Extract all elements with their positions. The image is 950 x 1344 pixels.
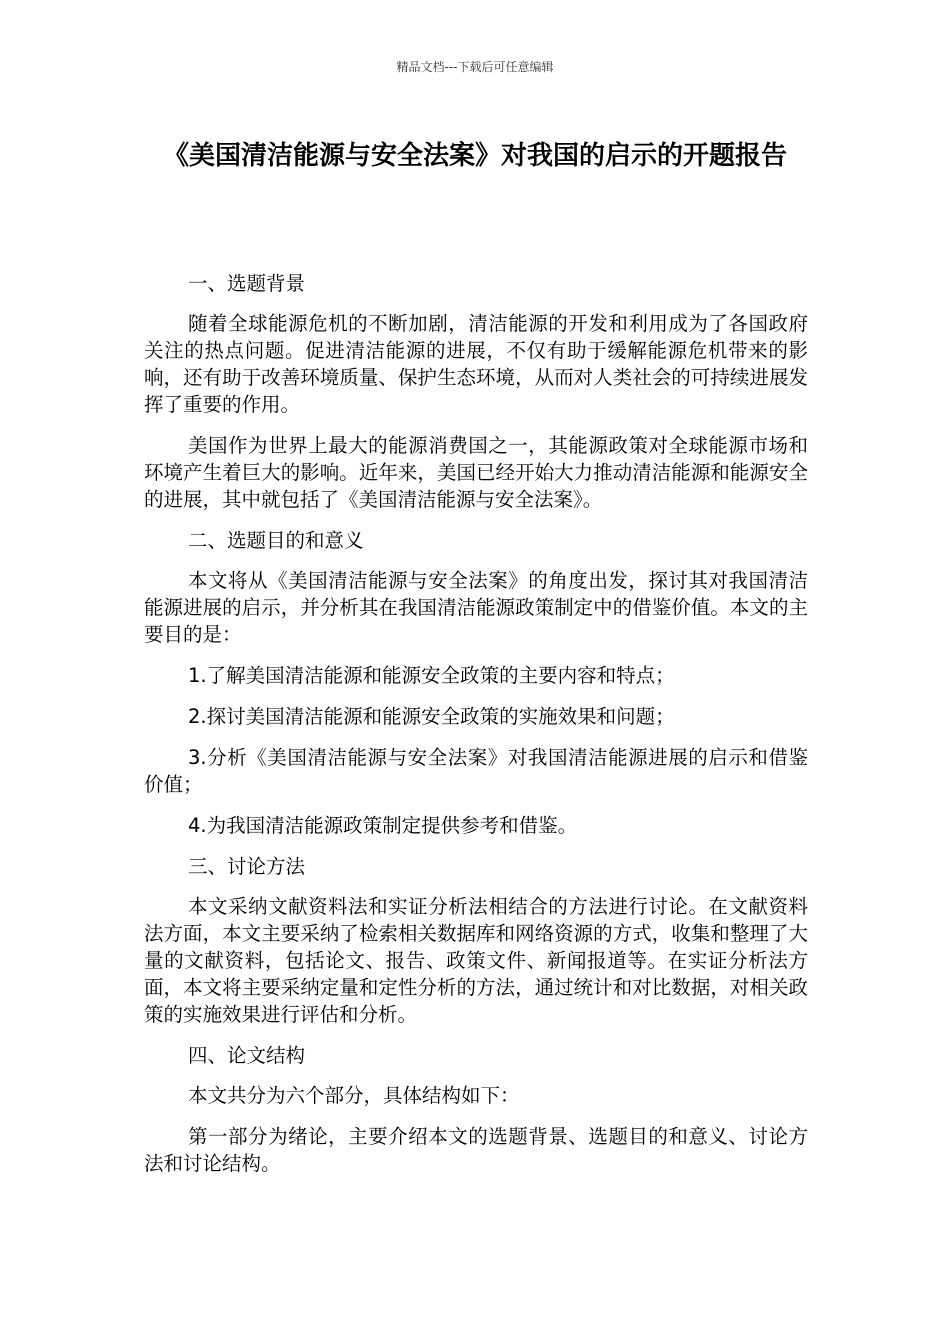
header-note: 精品文档---下载后可任意编辑 <box>396 60 554 74</box>
list-item: 2.探讨美国清洁能源和能源安全政策的实施效果和问题； <box>188 705 675 728</box>
section-heading: 三、讨论方法 <box>188 855 306 878</box>
body-paragraph: 美国作为世界上最大的能源消费国之一，其能源政策对全球能源市场和环境产生着巨大的影响。近年来，美国已经开始大力推动清洁能源和能源安全的进展，其中就包括了《美国清洁能源与安全法案》。 <box>144 434 808 511</box>
document-body <box>144 270 808 1191</box>
section-heading: 一、选题背景 <box>188 272 306 295</box>
body-paragraph: 本文采纳文献资料法和实证分析法相结合的方法进行讨论。在文献资料法方面，本文主要采纳了检索相关数据库和网络资源的方式，收集和整理了大量的文献资料，包括论文、报告、政策文件、新闻报道等。在实证分析法方面，本文将主要采纳定量和定性分析的方法，通过统计和对比数据，对相关政策的实施效果进行评估和分析。 <box>144 895 808 1026</box>
body-paragraph: 本文共分为六个部分，具体结构如下： <box>188 1084 520 1107</box>
body-paragraph: 第一部分为绪论，主要介绍本文的选题背景、选题目的和意义、讨论方法和讨论结构。 <box>144 1125 808 1175</box>
section-heading: 二、选题目的和意义 <box>188 529 364 552</box>
list-item: 1.了解美国清洁能源和能源安全政策的主要内容和特点； <box>188 664 675 687</box>
document-title: 《美国清洁能源与安全法案》对我国的启示的开题报告 <box>162 141 787 171</box>
body-paragraph: 随着全球能源危机的不断加剧，清洁能源的开发和利用成为了各国政府关注的热点问题。促进清洁能源的进展，不仅有助于缓解能源危机带来的影响，还有助于改善环境质量、保护生态环境，从而对人类社会的可持续进展发挥了重要的作用。 <box>144 312 808 416</box>
section-heading: 四、论文结构 <box>188 1044 306 1067</box>
list-item: 3.分析《美国清洁能源与安全法案》对我国清洁能源进展的启示和借鉴价值； <box>144 746 808 796</box>
body-paragraph: 本文将从《美国清洁能源与安全法案》的角度出发，探讨其对我国清洁能源进展的启示，并分析其在我国清洁能源政策制定中的借鉴价值。本文的主要目的是： <box>144 569 808 646</box>
list-item: 4.为我国清洁能源政策制定提供参考和借鉴。 <box>188 814 578 837</box>
